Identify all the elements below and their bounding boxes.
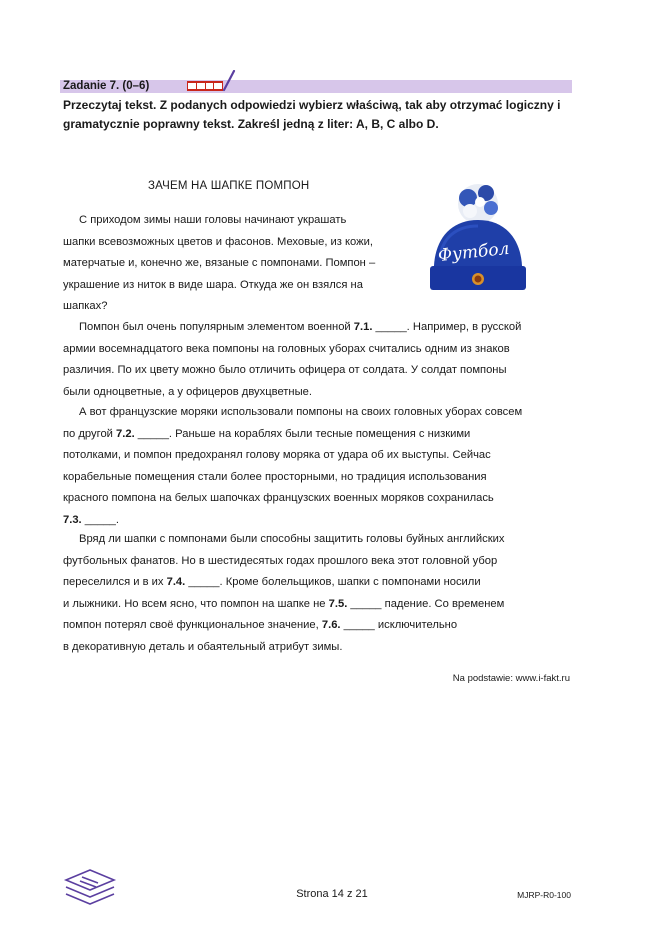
text-line: Вряд ли шапки с помпонами были способны защитить головы буйных английских xyxy=(79,533,505,545)
text: Помпон был очень популярным элементом военной xyxy=(79,321,354,333)
text-line: в декоративную деталь и обаятельный атрибут зимы. xyxy=(63,640,343,653)
gap-7-3: 7.3. xyxy=(63,513,82,526)
score-boxes xyxy=(187,81,223,91)
text-line: различия. По их цвету можно было отличить офицера от солдата. У солдат помпоны xyxy=(63,364,507,376)
text-line: корабельные помещения стали более просторными, но традиция использования xyxy=(63,470,487,483)
text: _____ исключительно xyxy=(340,619,458,631)
text-line: А вот французские моряки использовали помпоны на своих головных уборах совсем xyxy=(79,406,523,418)
text-line xyxy=(63,317,583,339)
text: _____. Кроме болельщиков, шапки с помпонами носили xyxy=(185,576,481,588)
text-line xyxy=(63,594,583,616)
text-line: красного помпона на белых шапочках французских военных моряков сохранилась xyxy=(63,492,494,504)
text: _____ падение. Со временем xyxy=(347,597,505,610)
text-line: матерчатые и, конечно же, вязаные с помпонами. Помпон – xyxy=(63,257,376,269)
text-line: шапки всевозможных цветов и фасонов. Меховые, из кожи, xyxy=(63,235,373,248)
hat-text: Футбол xyxy=(437,238,511,267)
text: по другой xyxy=(63,427,117,440)
article-title: ЗАЧЕМ НА ШАПКЕ ПОМПОН xyxy=(148,180,310,192)
text: _____. xyxy=(81,513,119,526)
source-note: Na podstawie: www.i-fakt.ru xyxy=(452,673,570,684)
pencil-icon xyxy=(222,70,236,92)
document-code: MJRP-R0-100 xyxy=(517,890,571,900)
paragraph-2 xyxy=(63,317,583,403)
text-line: футбольных фанатов. Но в шестидесятых годах прошлого века этот головной убор xyxy=(63,554,498,567)
text-line: армии восемнадцатого века помпоны на головных уборах считались одним из знаков xyxy=(63,342,510,355)
text-line: украшение из ниток в виде шара. Откуда же он взялся на xyxy=(63,278,363,291)
paragraph-4 xyxy=(63,529,583,658)
gap-7-6: 7.6. xyxy=(321,619,341,631)
page-number: Strona 14 z 21 xyxy=(296,888,368,900)
text-line xyxy=(63,572,583,594)
gap-7-5: 7.5. xyxy=(328,597,348,610)
paragraph-1 xyxy=(63,210,393,318)
text-line xyxy=(63,424,583,446)
text-line: С приходом зимы наши головы начинают украшать xyxy=(79,214,347,226)
gap-7-2: 7.2. xyxy=(116,427,135,440)
text: _____. Например, в русской xyxy=(372,321,522,333)
paragraph-3 xyxy=(63,402,583,531)
pompom xyxy=(458,184,498,224)
task-instruction: Przeczytaj tekst. Z podanych odpowiedzi wybierz właściwą, tak aby otrzymać logiczny i gramatycznie poprawny tekst. Zakreśl jedną z liter: A, B, C albo D. xyxy=(63,98,561,131)
text: _____. Раньше на кораблях были тесные помещения с низкими xyxy=(134,427,471,440)
text-line xyxy=(63,510,583,532)
text: помпон потерял своё функциональное значение, xyxy=(63,619,322,631)
task-title: Zadanie 7. (0–6) xyxy=(63,80,150,92)
gap-7-1: 7.1. xyxy=(353,321,373,333)
text-line xyxy=(63,615,583,637)
text-line: потолками, и помпон предохранял голову моряка от удара об их выступы. Сейчас xyxy=(63,449,491,461)
text-line: шапках? xyxy=(63,300,108,312)
text-line: были одноцветные, а у офицеров двухцветные. xyxy=(63,385,312,398)
text: переселился и в их xyxy=(63,576,167,588)
hat-image xyxy=(412,178,544,298)
text: и лыжники. Но всем ясно, что помпон на шапке не xyxy=(63,597,329,610)
gap-7-4: 7.4. xyxy=(166,576,186,588)
